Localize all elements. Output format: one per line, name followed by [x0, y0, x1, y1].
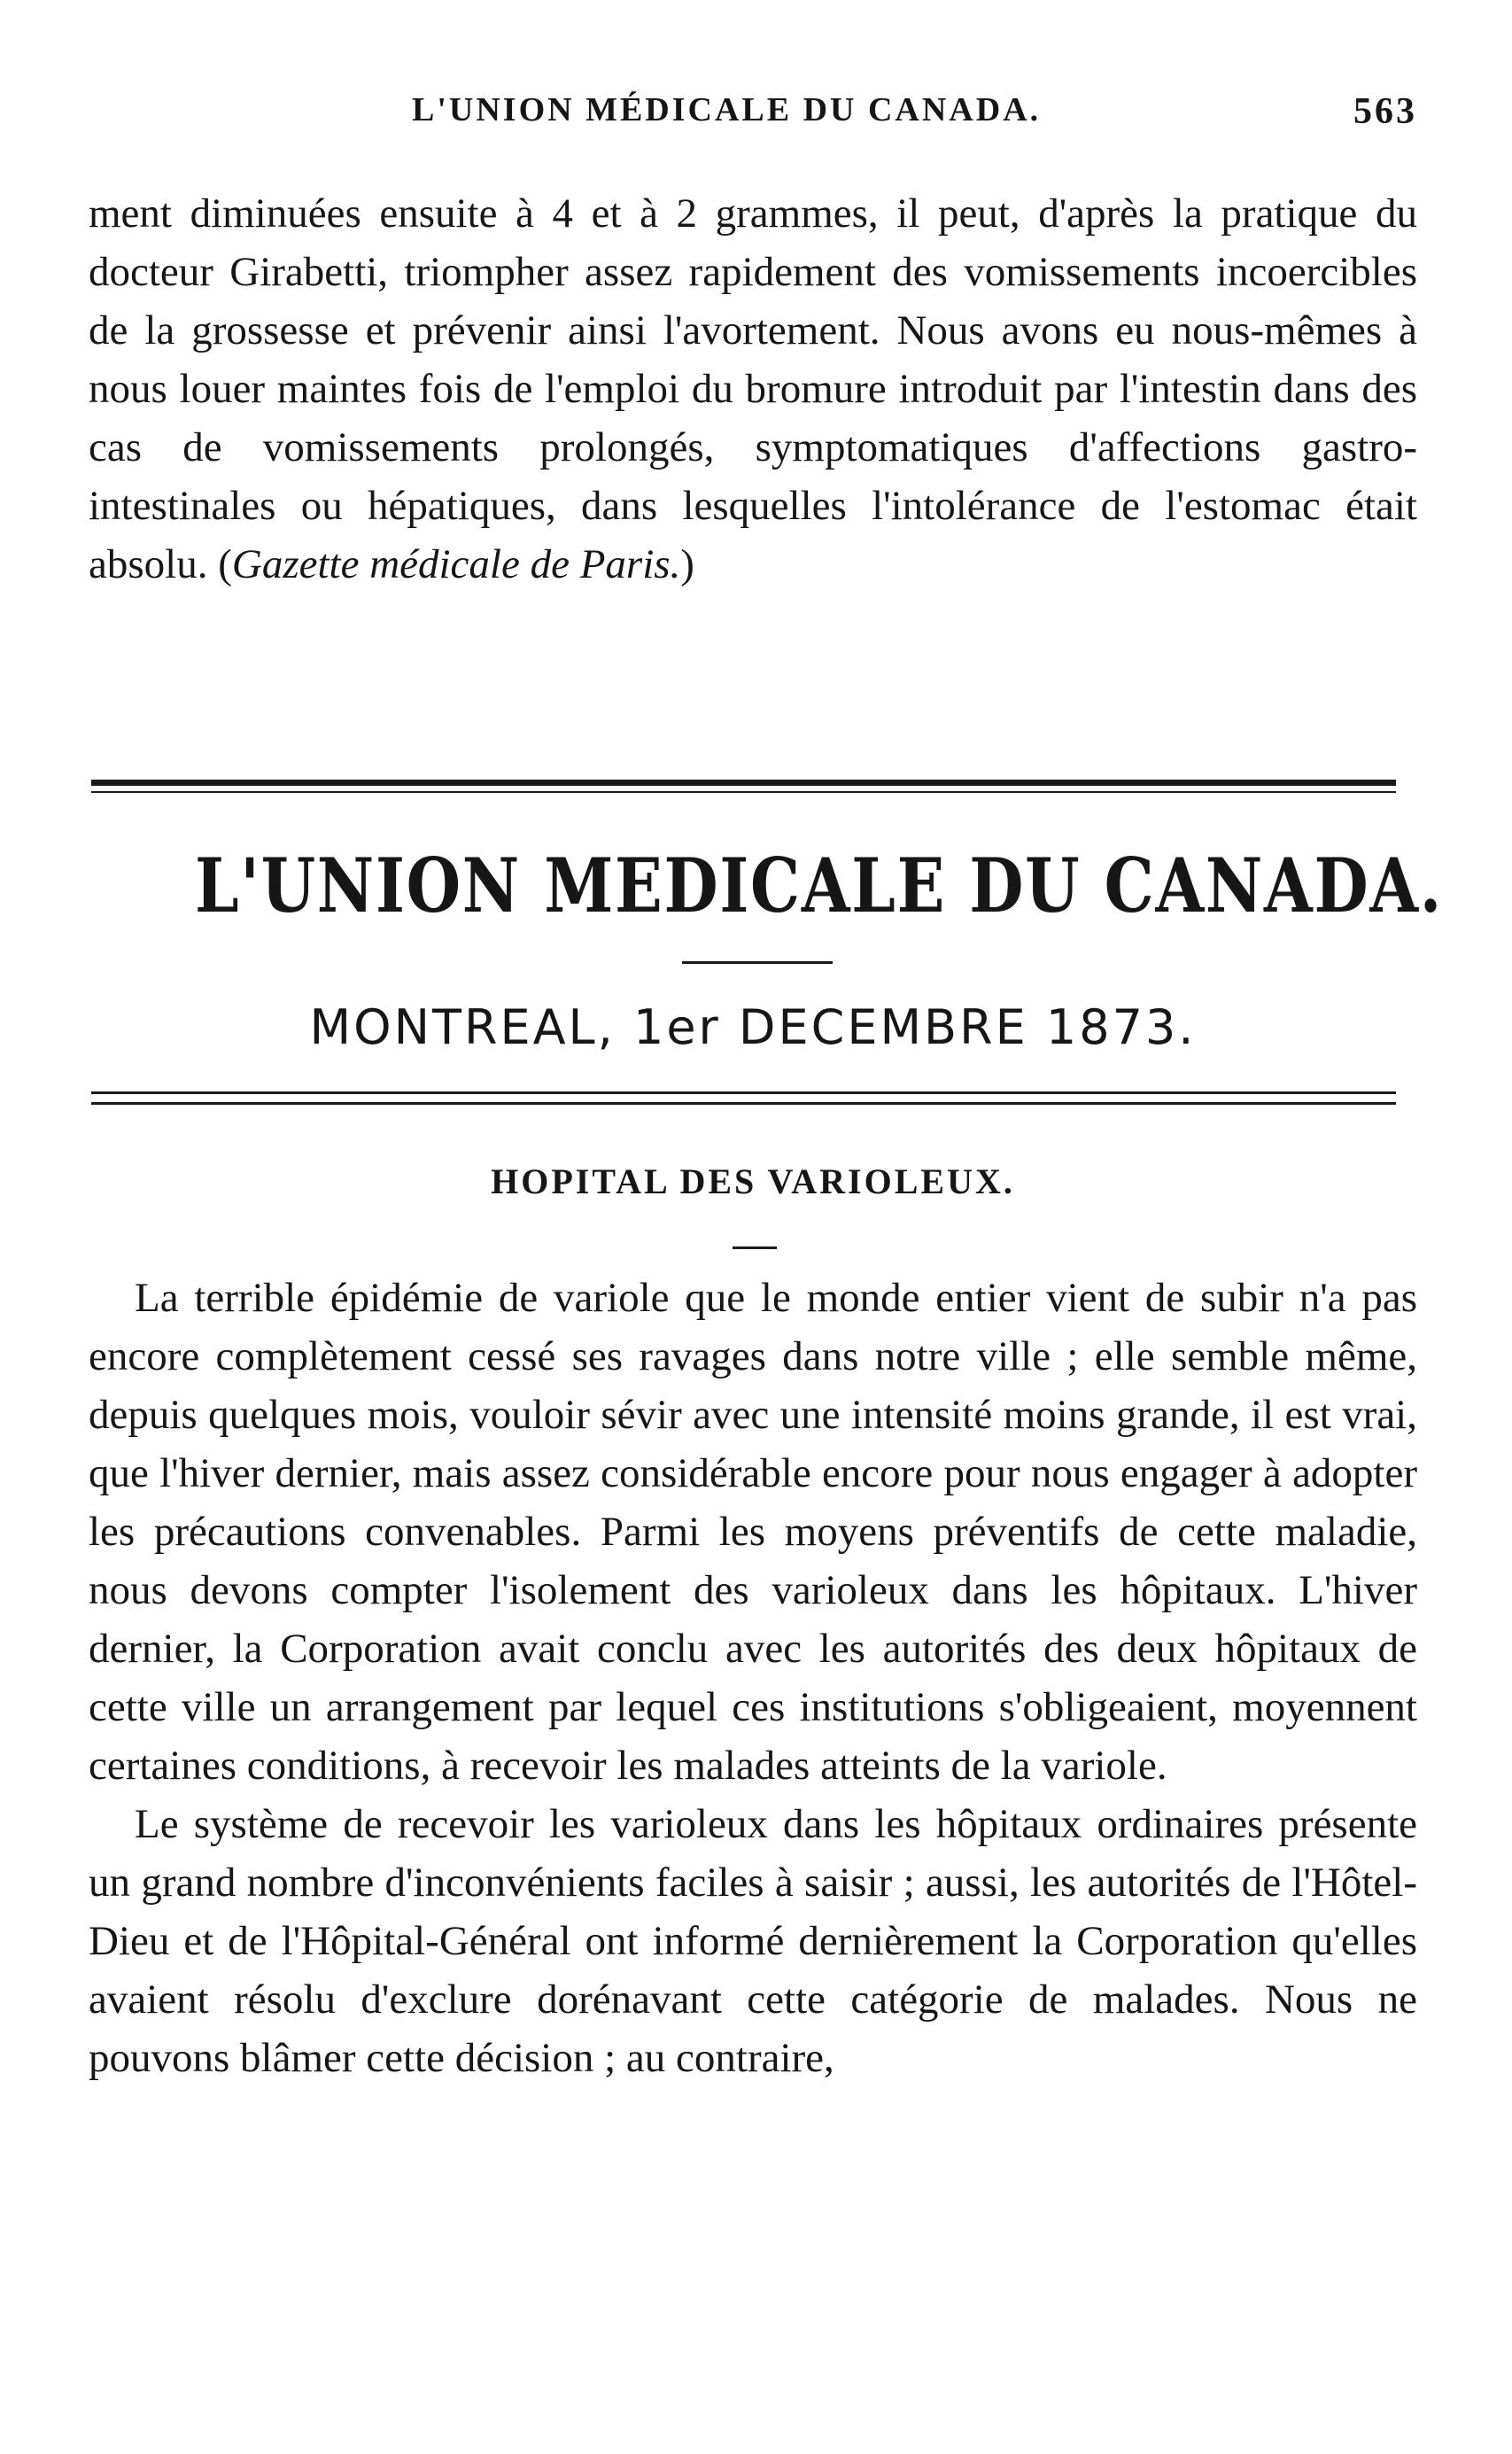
masthead-short-rule: [682, 961, 833, 964]
article-body: [89, 1269, 1417, 2087]
continued-text: ment diminuées ensuite à 4 et à 2 grammes, il peut, d'après la pratique du docteur Girabetti, triompher assez rapidement des vomissements incoercibles de la grossesse et prévenir ainsi l'avortement. Nous avons eu nous-mêmes à nous louer maintes fois de l'emploi du bromure introduit par l'intestin dans des cas de vomissements prolongés, symptomatiques d'affections gastro-intestinales ou hépatiques, dans lesquelles l'intolérance de l'estomac était absolu. (: [89, 190, 1417, 587]
double-rule-bottom: [91, 1102, 1396, 1105]
article-paragraph-1: La terrible épidémie de variole que le monde entier vient de subir n'a pas encore complètement cessé ses ravages dans notre ville ; elle semble même, depuis quelques mois, vouloir sévir avec une intensité moins grande, il est vrai, que l'hiver dernier, mais assez considérable encore pour nous engager à adopter les précautions convenables. Parmi les moyens préventifs de cette maladie, nous devons compter l'isolement des varioleux dans les hôpitaux. L'hiver dernier, la Corporation avait conclu avec les autorités des deux hôpitaux de cette ville un arrangement par lequel ces institutions s'obligeaient, moyennent certaines conditions, à recevoir les malades atteints de la variole.: [89, 1275, 1417, 1789]
running-title: L'UNION MÉDICALE DU CANADA.: [412, 91, 1042, 128]
separator-rule-thin: [91, 791, 1396, 793]
citation: Gazette médicale de Paris.: [231, 541, 681, 587]
heading-dash: [733, 1246, 777, 1249]
separator-rule-thick: [91, 780, 1396, 786]
section-heading: HOPITAL DES VARIOLEUX.: [491, 1161, 1015, 1201]
continued-paragraph-text: [89, 184, 1417, 594]
masthead-title: L'UNION MEDICALE DU CANADA.: [195, 842, 1444, 929]
citation-close: ): [680, 541, 694, 587]
continued-paragraph: [89, 184, 1417, 594]
running-head: [89, 90, 1417, 144]
article-paragraph-2: Le système de recevoir les varioleux dans les hôpitaux ordinaires présente un grand nombre d'inconvénients faciles à saisir ; aussi, les autorités de l'Hôtel-Dieu et de l'Hôpital-Général ont informé dernièrement la Corporation qu'elles avaient résolu d'exclure dorénavant cette catégorie de malades. Nous ne pouvons blâmer cette décision ; au contraire,: [89, 1801, 1417, 2081]
double-rule-top: [91, 1091, 1396, 1094]
dateline: MONTREAL, 1er DECEMBRE 1873.: [309, 999, 1197, 1055]
page-number: 563: [1353, 91, 1417, 132]
